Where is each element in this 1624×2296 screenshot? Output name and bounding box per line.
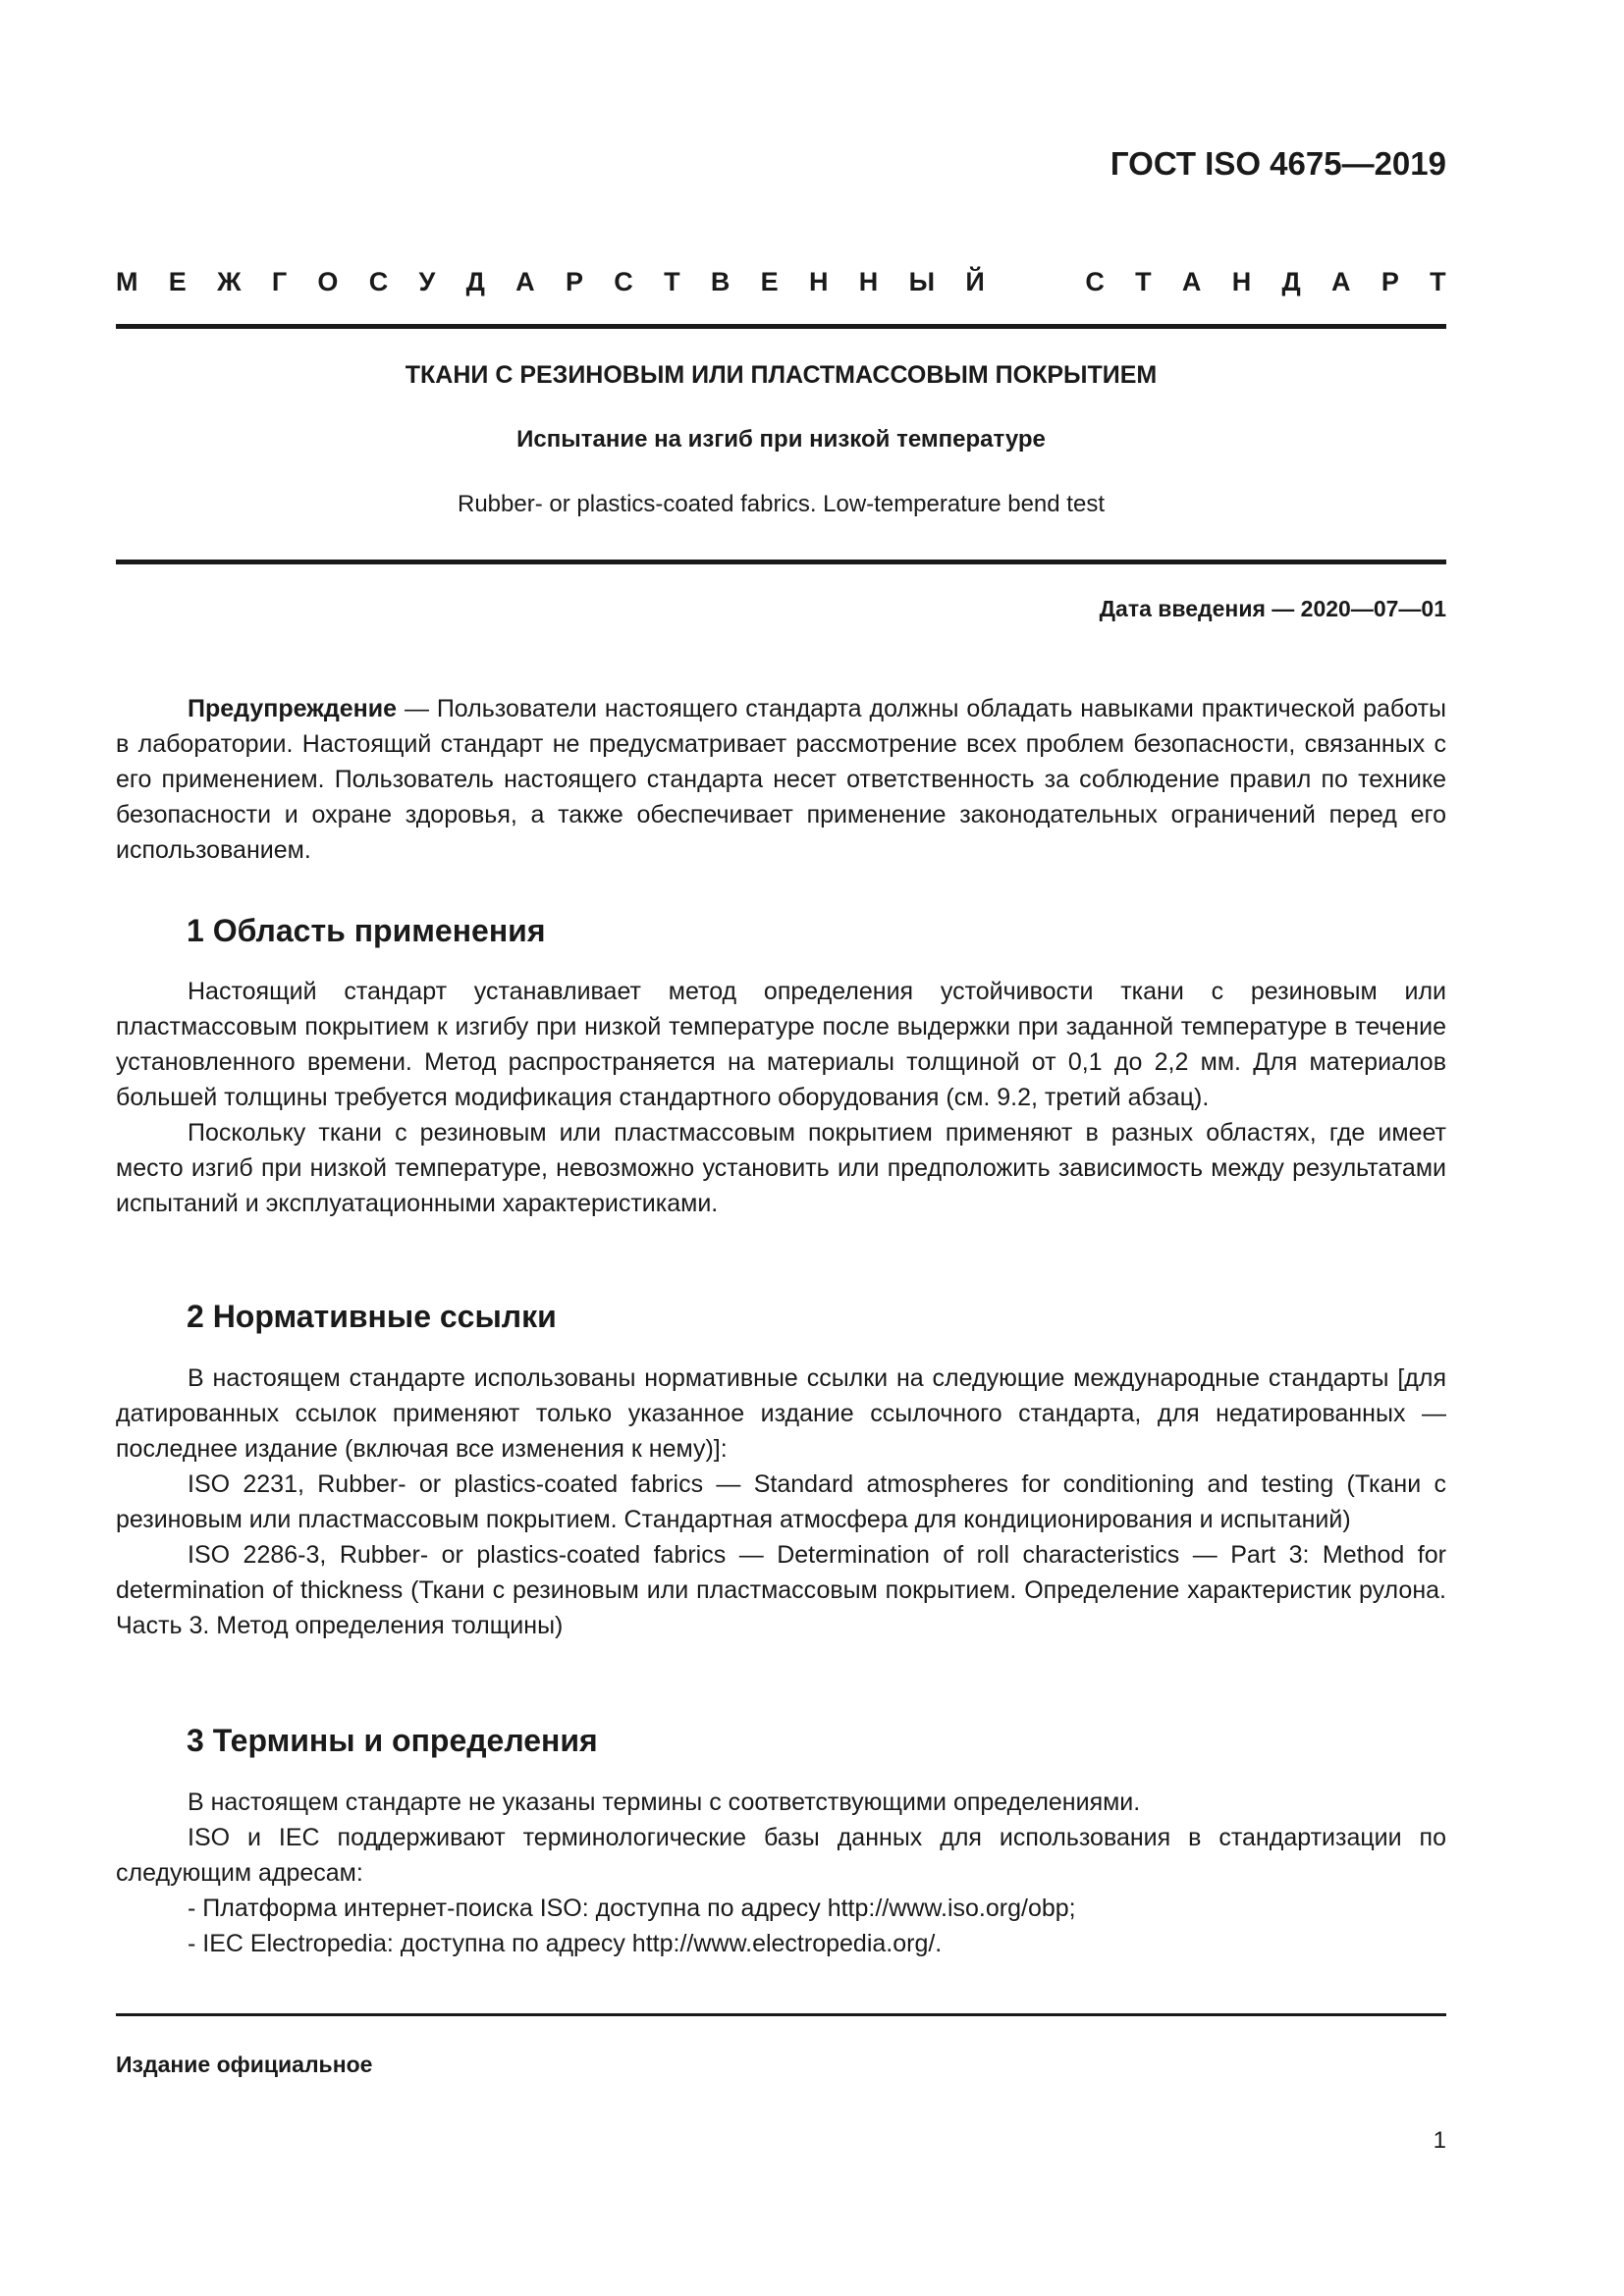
header-rule [116,324,1446,329]
section-1-paragraph-2: Поскольку ткани с резиновым или пластмассовым покрытием применяют в разных областях, где имеет место изгиб при низкой температуре, невозможно установить или предположить зависимость между результатами испытаний и эксплуатационными характеристиками. [116,1119,1446,1217]
official-edition-label: Издание официальное [116,2052,373,2077]
section-3-heading: 3 Термины и определения [187,1723,598,1758]
section-2-body [116,1361,1446,1643]
banner-letter: О [317,267,339,296]
banner-letter: В [710,267,731,296]
banner-letter: Н [808,267,829,296]
banner-letter: Р [565,267,583,296]
banner-letter: М [116,267,138,296]
banner-letter: С [368,267,389,296]
banner-letter: Н [858,267,879,296]
banner-letter: Т [664,267,680,296]
banner-letter: А [1181,267,1202,296]
warning-lead: Предупреждение [188,695,398,722]
section-1-paragraph-1: Настоящий стандарт устанавливает метод определения устойчивости ткани с резиновым или пластмассовым покрытием к изгибу при низкой температуре после выдержки при заданной температуре в течение установленного времени. Метод распространяется на материалы толщиной от 0,1 до 2,2 мм. Для материалов большей толщины требуется модификация стандартного оборудования (см. 9.2, третий абзац). [116,978,1446,1111]
banner-letter: С [614,267,633,296]
banner-word-gap [1015,267,1055,297]
section-1-body [116,974,1446,1221]
banner-letter: Й [965,267,985,296]
footer-rule [116,2013,1446,2016]
section-3-paragraph-1: В настоящем стандарте не указаны термины с соответствующими определениями. [188,1789,1141,1816]
banner-letter: С [1085,267,1105,296]
section-2-paragraph-1: В настоящем стандарте использованы нормативные ссылки на следующие международные стандарты [для датированных ссылок применяют только указанное издание ссылочного стандарта, для недатированных — последнее издание (включая все изменения к нему)]: [116,1364,1446,1463]
list-item-iso-obp: - Платформа интернет-поиска ISO: доступна по адресу http://www.iso.org/obp; [188,1895,1076,1922]
document-subtitle: Испытание на изгиб при низкой температуре [516,426,1046,453]
banner-letter: А [1331,267,1351,296]
section-3-body [116,1785,1446,1961]
document-code: ГОСТ ISO 4675—2019 [1110,145,1446,182]
banner-letter: Г [271,267,288,296]
banner-letter: Е [760,267,779,296]
reference-iso-2286-3: ISO 2286-3, Rubber- or plastics-coated fabrics — Determination of roll characteristics — Part 3: Method for determination of thickness (Ткани с резиновым или пластмассовым покрытием. Определение характеристик рулона. Часть 3. Метод определения толщины) [116,1541,1446,1639]
banner-letter: У [418,267,436,296]
banner-letter: Т [1430,267,1446,296]
section-3-paragraph-2: ISO и IEC поддерживают терминологические базы данных для использования в стандартизации по следующим адресам: [116,1824,1446,1887]
banner-letter: Ж [217,267,242,296]
document-title: ТКАНИ С РЕЗИНОВЫМ ИЛИ ПЛАСТМАССОВЫМ ПОКРЫТИЕМ [405,361,1158,389]
warning-text [116,691,1446,868]
banner-letter: Н [1231,267,1252,296]
section-1-heading: 1 Область применения [187,913,546,948]
banner-letter: Т [1135,267,1152,296]
page-number: 1 [1433,2127,1446,2154]
introduction-date: Дата введения — 2020—07—01 [1099,596,1446,621]
warning-paragraph [116,691,1446,868]
banner-letter: Ы [908,267,936,296]
document-title-english: Rubber- or plastics-coated fabrics. Low-temperature bend test [458,491,1105,517]
interstate-standard-banner [116,267,1446,297]
banner-letter: Р [1380,267,1399,296]
banner-letter: А [515,267,535,296]
warning-body: — Пользователи настоящего стандарта должны обладать навыками практической работы в лаборатории. Настоящий стандарт не предусматривает рассмотрение всех проблем безопасности, связанных с его применением. Пользователь настоящего стандарта несет ответственность за соблюдение правил по технике безопасности и охране здоровья, а также обеспечивает применение законодательных ограничений перед его использованием. [116,695,1446,864]
banner-letter: Д [1281,267,1301,296]
list-item-electropedia: - IEC Electropedia: доступна по адресу http://www.electropedia.org/. [188,1930,943,1957]
banner-letter: Е [168,267,187,296]
banner-letter: Д [465,267,485,296]
section-2-heading: 2 Нормативные ссылки [187,1299,557,1334]
reference-iso-2231: ISO 2231, Rubber- or plastics-coated fabrics — Standard atmospheres for conditioning and testing (Ткани с резиновым или пластмассовым покрытием. Стандартная атмосфера для кондиционирования и испытаний) [116,1470,1446,1533]
title-rule [116,560,1446,564]
